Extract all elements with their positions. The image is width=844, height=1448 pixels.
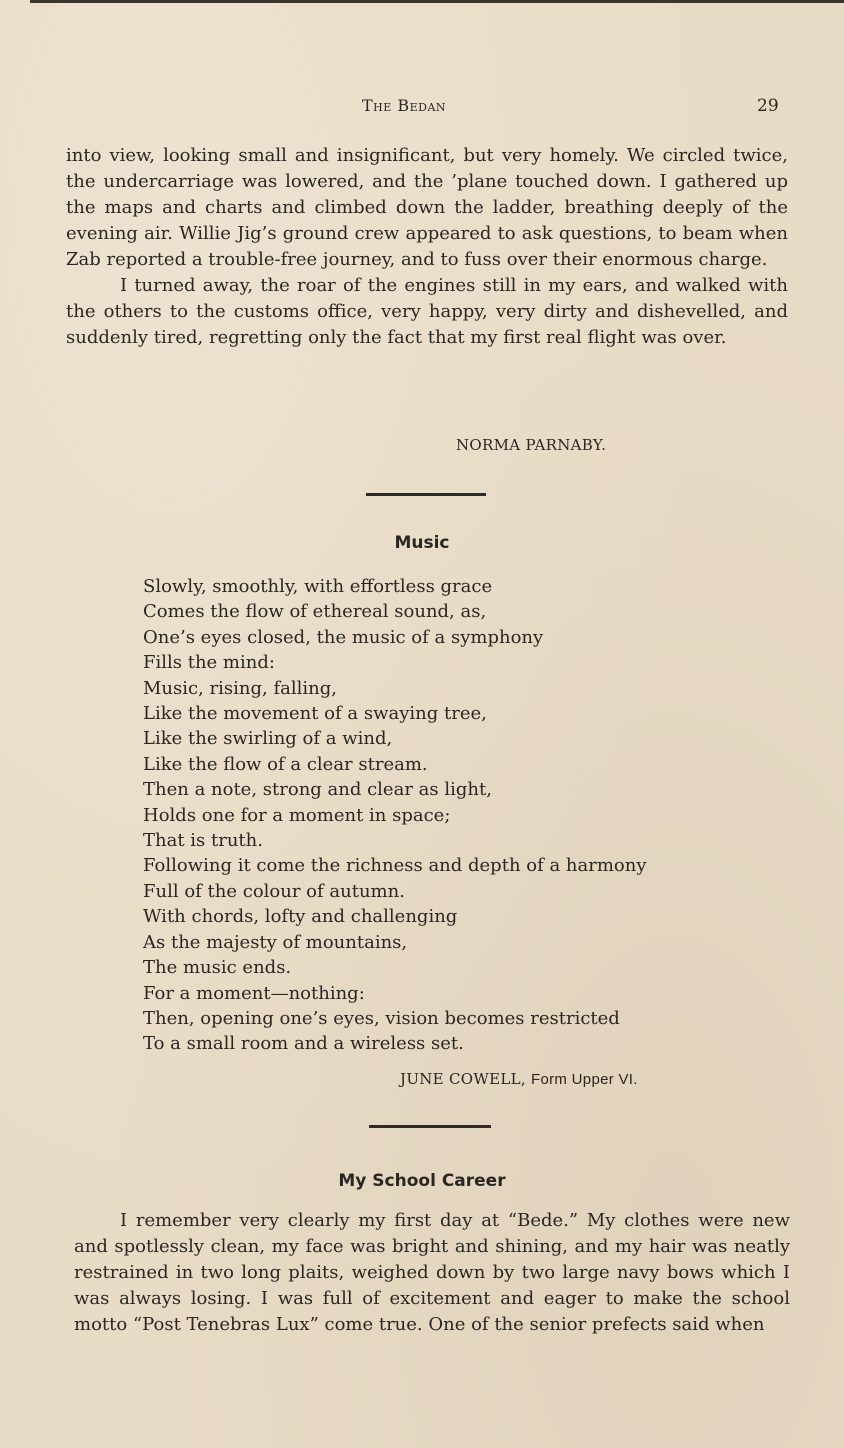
poem-line: Slowly, smoothly, with effortless grace [143, 576, 493, 597]
poem-line: That is truth. [143, 830, 263, 852]
section-divider-1 [366, 493, 486, 496]
career-title: My School Career [338, 1171, 506, 1191]
poem-line: Holds one for a moment in space; [143, 804, 451, 826]
music-title: Music [394, 533, 450, 553]
poem-line: Like the swirling of a wind, [143, 728, 393, 750]
flight-author: NORMA PARNABY. [456, 436, 607, 454]
poem-line: The music ends. [143, 957, 292, 979]
music-author-form: Form Upper VI. [531, 1071, 638, 1088]
poem-line: Like the flow of a clear stream. [143, 753, 428, 775]
poem-line: For a moment—nothing: [143, 982, 365, 1004]
poem-line: Music, rising, falling, [143, 677, 337, 699]
poem-line: Comes the flow of ethereal sound, as, [143, 601, 487, 623]
flight-paragraph-2: I turned away, the roar of the engines still in my ears, and walked with the others to the customs office, very happy, very dirty and dishevelled, and suddenly tired, regretting only the fact that my first real flight was over. [66, 275, 788, 348]
running-header [0, 96, 844, 120]
music-author [400, 1070, 638, 1088]
music-author-name: JUNE COWELL, [400, 1070, 526, 1088]
career-paragraph: I remember very clearly my first day at “Bede.” My clothes were new and spotlessly clean, my face was bright and shining, and my hair was neatly restrained in two long plaits, weighed down by two large navy bows which I was always losing. I was full of excitement and eager to make the school motto “Post Tenebras Lux” come true. One of the senior prefects said when [74, 1210, 790, 1335]
poem-line: Fills the mind: [143, 652, 275, 674]
poem-line: Then a note, strong and clear as light, [143, 779, 492, 801]
poem-line: One’s eyes closed, the music of a symphony [143, 626, 544, 648]
poem-line: To a small room and a wireless set. [143, 1033, 464, 1055]
poem-line: With chords, lofty and challenging [143, 906, 458, 928]
flight-paragraph-1: into view, looking small and insignificant, but very homely. We circled twice, the undercarriage was lowered, and the ’plane touched down. I gathered up the maps and charts and climbed down the ladder, breathing deeply of the evening air. Willie Jig’s ground crew appeared to ask questions, to beam when Zab reported a trouble-free journey, and to fuss over their enormous charge. [66, 145, 788, 270]
page-top-edge [30, 0, 844, 3]
poem-line: As the majesty of mountains, [143, 931, 408, 953]
section-divider-2 [369, 1125, 491, 1128]
running-title: The Bedan [362, 96, 447, 115]
poem-line: Full of the colour of autumn. [143, 880, 405, 902]
poem-line: Following it come the richness and depth of a harmony [143, 855, 647, 877]
career-text [74, 1208, 790, 1338]
music-poem [143, 574, 647, 1057]
page-number: 29 [757, 96, 779, 116]
poem-line: Like the movement of a swaying tree, [143, 703, 487, 725]
poem-line: Then, opening one’s eyes, vision becomes restricted [143, 1007, 620, 1029]
flight-story-text [66, 143, 788, 351]
